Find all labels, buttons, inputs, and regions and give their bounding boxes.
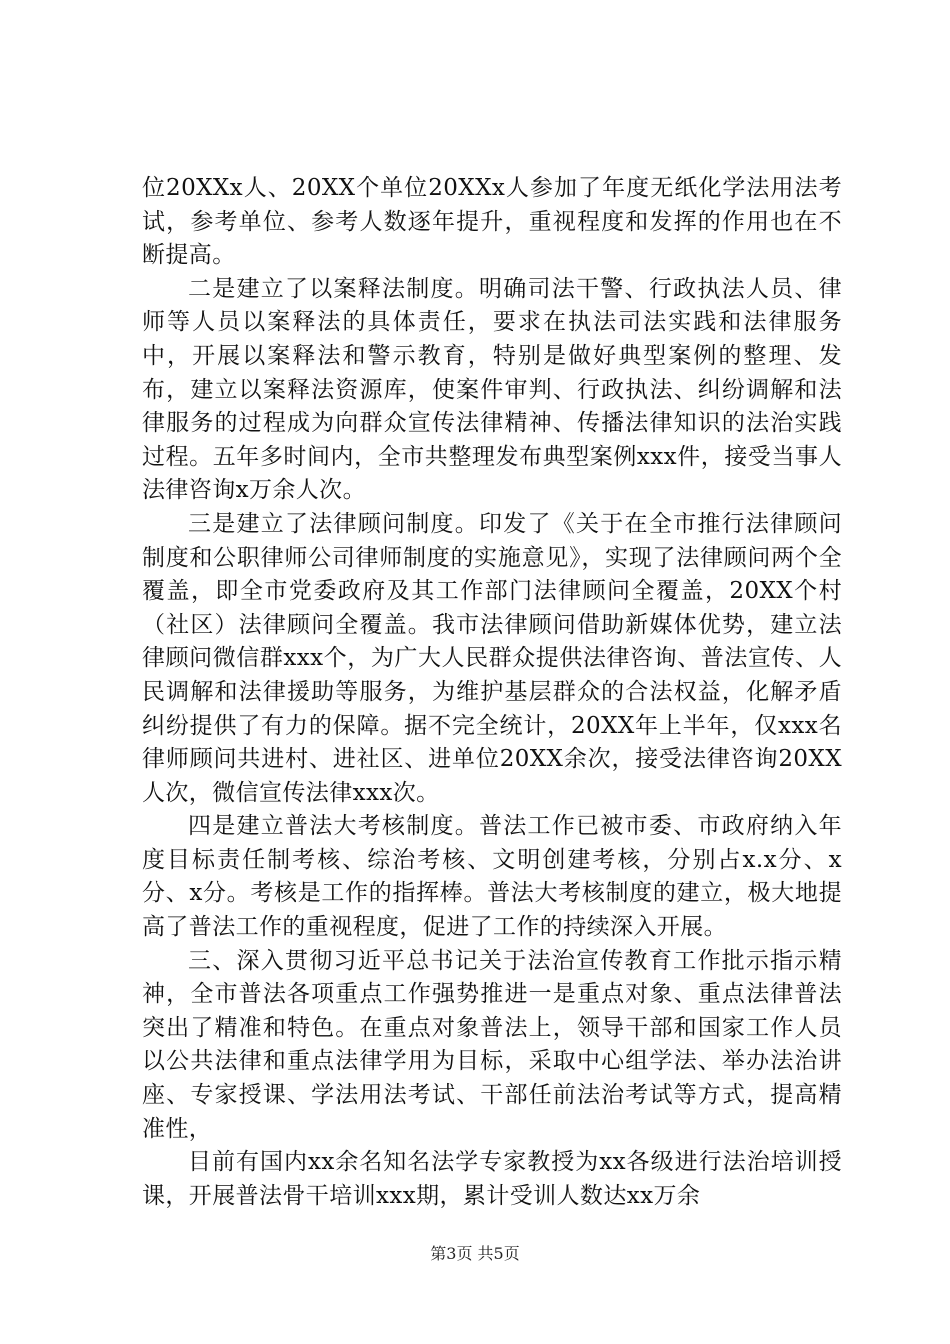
paragraph-3: 三是建立了法律顾问制度。印发了《关于在全市推行法律顾问制度和公职律师公司律师制度的实施意见》，实现了法律顾问两个全覆盖，即全市党委政府及其工作部门法律顾问全覆盖，20XX个村（社区）法律顾问全覆盖。我市法律顾问借助新媒体优势，建立法律顾问微信群xxx个，为广大人民群众提供法律咨询、普法宣传、人民调解和法律援助等服务，为维护基层群众的合法权益，化解矛盾纠纷提供了有力的保障。据不完全统计，20XX年上半年，仅xxx名律师顾问共进村、进社区、进单位20XX余次，接受法律咨询20XX人次，微信宣传法律xxx次。	[142, 510, 842, 806]
page-footer: 第3页 共5页	[430, 1244, 520, 1263]
document-body	[142, 172, 842, 1213]
paragraph-6: 目前有国内xx余名知名法学专家教授为xx各级进行法治培训授课，开展普法骨干培训xxx期，累计受训人数达xx万余	[142, 1149, 842, 1209]
paragraph-1: 位20XXx人、20XX个单位20XXx人参加了年度无纸化学法用法考试，参考单位、参考人数逐年提升，重视程度和发挥的作用也在不断提高。	[142, 175, 842, 269]
paragraph-2: 二是建立了以案释法制度。明确司法干警、行政执法人员、律师等人员以案释法的具体责任，要求在执法司法实践和法律服务中，开展以案释法和警示教育，特别是做好典型案例的整理、发布，建立以案释法资源库，使案件审判、行政执法、纠纷调解和法律服务的过程成为向群众宣传法律精神、传播法律知识的法治实践过程。五年多时间内，全市共整理发布典型案例xxx件，接受当事人法律咨询x万余人次。	[142, 275, 842, 504]
paragraph-4: 四是建立普法大考核制度。普法工作已被市委、市政府纳入年度目标责任制考核、综治考核、文明创建考核，分别占x.x分、x分、x分。考核是工作的指挥棒。普法大考核制度的建立，极大地提高了普法工作的重视程度，促进了工作的持续深入开展。	[142, 813, 842, 941]
paragraph-5: 三、深入贯彻习近平总书记关于法治宣传教育工作批示指示精神，全市普法各项重点工作强势推进一是重点对象、重点法律普法突出了精准和特色。在重点对象普法上，领导干部和国家工作人员以公共法律和重点法律学用为目标，采取中心组学法、举办法治讲座、专家授课、学法用法考试、干部任前法治考试等方式，提高精准性，	[142, 947, 842, 1142]
